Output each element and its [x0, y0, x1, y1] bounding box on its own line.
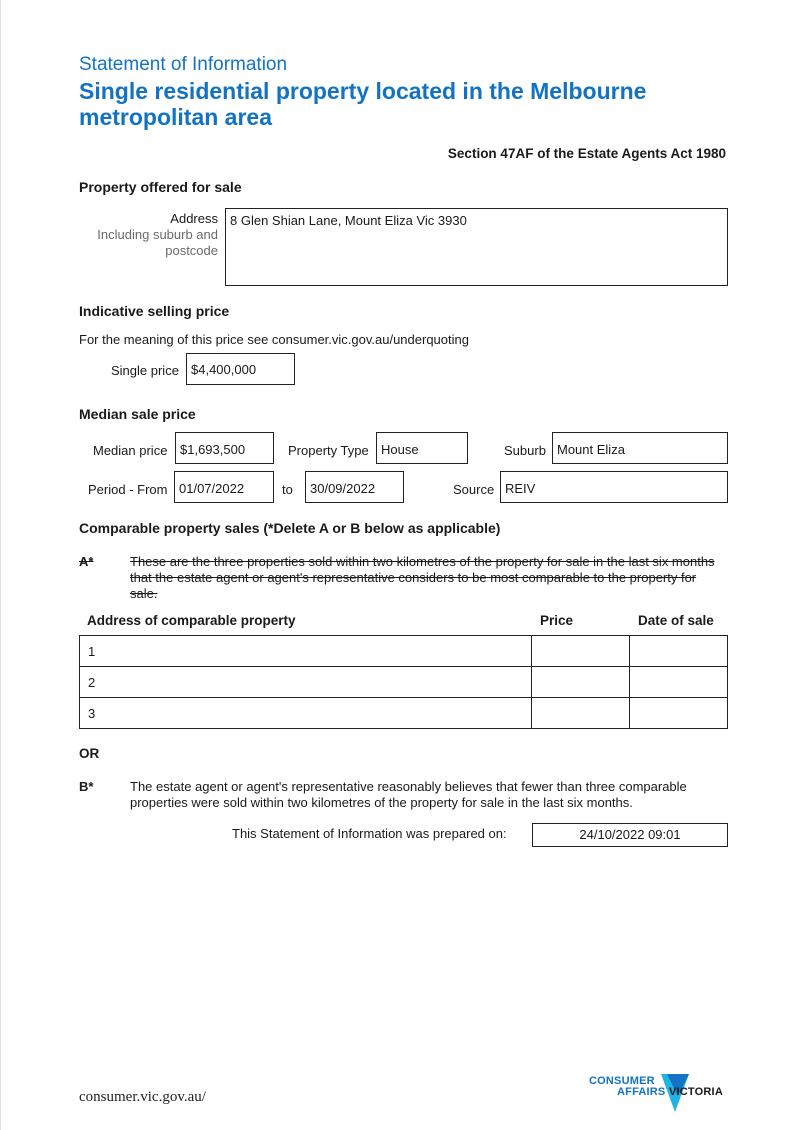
address-hint-1: Including suburb and — [97, 227, 218, 242]
single-price-field[interactable]: $4,400,000 — [186, 353, 295, 385]
logo-line-1: CONSUMER — [589, 1075, 655, 1087]
option-a-text: These are the three properties sold within two kilometres of the property for sale in the last six months that the estate agent or agent's representative considers to be most comparable to the property for sale. — [130, 554, 715, 601]
col-price-header: Price — [540, 613, 574, 628]
option-a-marker: A* — [79, 554, 94, 569]
comparable-address-cell[interactable] — [80, 667, 532, 698]
median-heading: Median sale price — [79, 406, 196, 422]
prepared-on-label: This Statement of Information was prepared on: — [232, 826, 507, 841]
option-b-marker: B* — [79, 779, 94, 794]
property-type-label: Property Type — [288, 443, 369, 458]
comparable-date-cell[interactable] — [630, 636, 728, 667]
address-label: Address — [170, 211, 218, 226]
prepared-on-field[interactable]: 24/10/2022 09:01 — [532, 823, 728, 847]
col-date-header: Date of sale — [638, 613, 714, 628]
median-price-label: Median price — [93, 443, 168, 458]
or-separator: OR — [79, 746, 100, 761]
comparable-date-cell[interactable] — [630, 667, 728, 698]
document-subtitle: Statement of Information — [79, 54, 288, 75]
logo-line-2: AFFAIRS — [617, 1086, 666, 1098]
comparable-date-cell[interactable] — [630, 698, 728, 729]
period-to-label: to — [282, 482, 293, 497]
property-heading: Property offered for sale — [79, 179, 242, 195]
logo-line-3: VICTORIA — [669, 1086, 723, 1098]
section-reference: Section 47AF of the Estate Agents Act 1980 — [447, 146, 726, 161]
consumer-affairs-victoria-logo — [589, 1073, 729, 1113]
footer-url[interactable]: consumer.vic.gov.au/ — [79, 1089, 206, 1105]
indicative-heading: Indicative selling price — [79, 303, 230, 319]
suburb-label: Suburb — [504, 443, 546, 458]
row-number: 2 — [88, 674, 96, 690]
comparable-price-cell[interactable] — [532, 667, 630, 698]
period-from-field[interactable]: 01/07/2022 — [174, 471, 274, 503]
suburb-field[interactable]: Mount Eliza — [552, 432, 728, 464]
underquoting-note: For the meaning of this price see consumer.vic.gov.au/underquoting — [79, 332, 469, 347]
comparable-sales-table — [79, 635, 728, 729]
row-number: 3 — [88, 705, 96, 721]
comparable-heading: Comparable property sales (*Delete A or B below as applicable) — [79, 520, 501, 536]
comparable-price-cell[interactable] — [532, 636, 630, 667]
comparable-address-cell[interactable] — [80, 636, 532, 667]
single-price-label: Single price — [111, 363, 179, 378]
property-type-field[interactable]: House — [376, 432, 468, 464]
period-from-label: Period - From — [88, 482, 168, 497]
source-field[interactable]: REIV — [500, 471, 728, 503]
table-row — [80, 698, 728, 729]
source-label: Source — [453, 482, 495, 497]
document-title: Single residential property located in the Melbourne metropolitan area — [79, 78, 647, 130]
address-field[interactable]: 8 Glen Shian Lane, Mount Eliza Vic 3930 — [225, 208, 728, 286]
comparable-address-cell[interactable] — [80, 698, 532, 729]
table-row — [80, 667, 728, 698]
table-row — [80, 636, 728, 667]
comparable-price-cell[interactable] — [532, 698, 630, 729]
col-address-header: Address of comparable property — [87, 613, 296, 628]
address-hint-2: postcode — [165, 243, 218, 258]
median-price-field[interactable]: $1,693,500 — [175, 432, 274, 464]
row-number: 1 — [88, 643, 96, 659]
period-to-field[interactable]: 30/09/2022 — [305, 471, 404, 503]
option-b-text: The estate agent or agent's representative reasonably believes that fewer than three comparable properties were sold within two kilometres of the property for sale in the last six months. — [130, 779, 687, 810]
